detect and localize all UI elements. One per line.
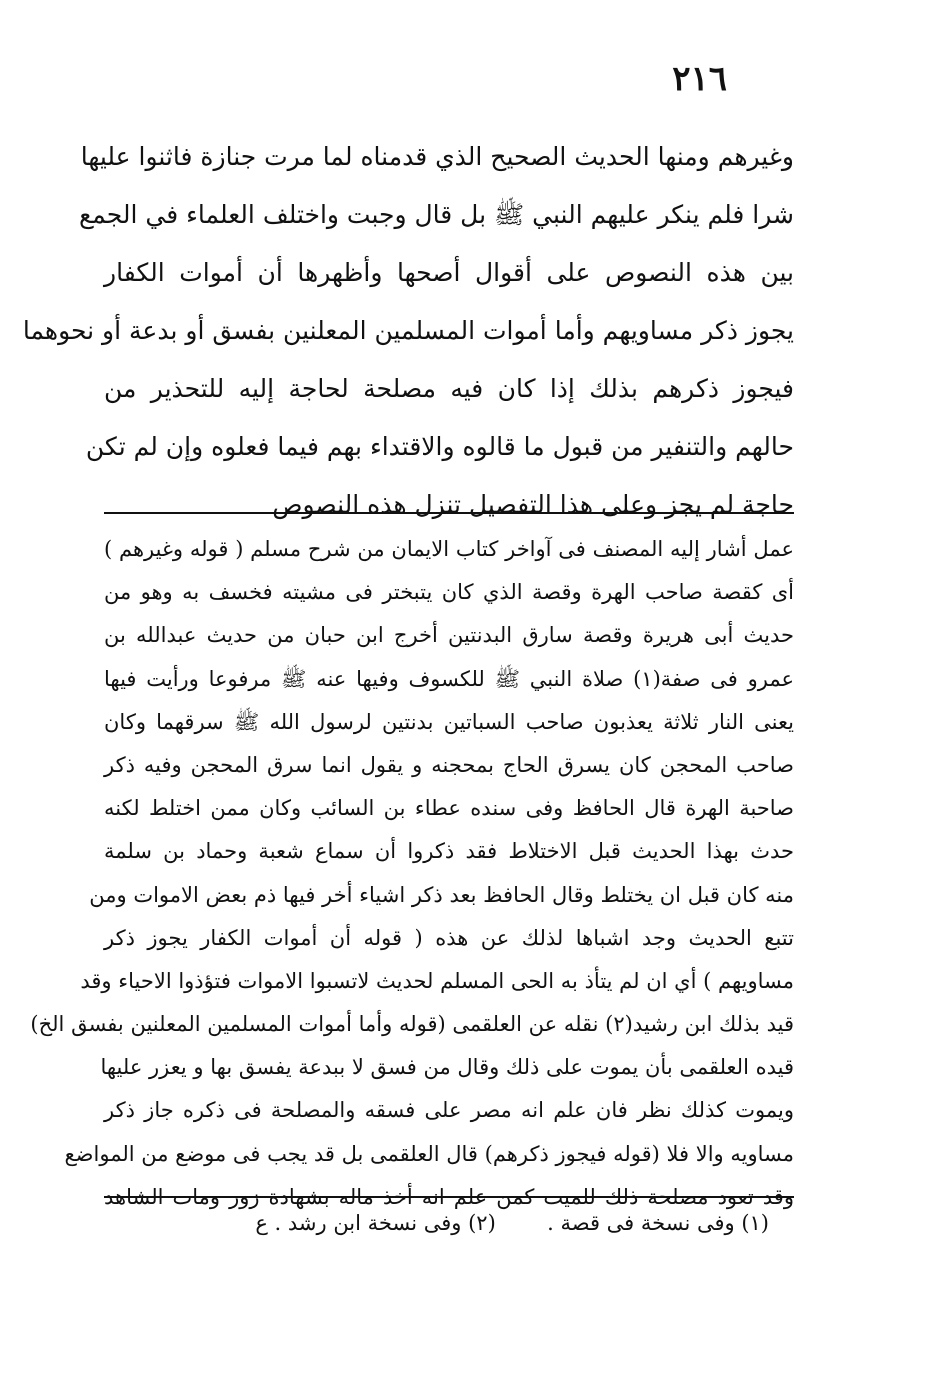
commentary-line: وقد تعود مصلحة ذلك للميت كمن علم انه أخذ ماله بشهادة زور ومات الشاهد [104, 1184, 794, 1209]
main-text-line: بين هذه النصوص على أقوال أصحها وأظهرها أن أموات الكفار [104, 258, 794, 287]
commentary-line: حدث بهذا الحديث قبل الاختلاط فقد ذكروا أن سماع شعبة وحماد بن سلمة [104, 839, 794, 864]
commentary-block [30, 528, 794, 1219]
commentary-line: تتبع الحديث وجد اشباها لذلك عن هذه ( قوله أن أموات الكفار يجوز ذكر [104, 925, 794, 950]
commentary-line: أى كقصة صاحب الهرة وقصة الذي كان يتبختر فى مشيته فخسف به وهو من [104, 580, 794, 605]
commentary-line: مساويهم ) أي ان لم يتأذ به الحى المسلم لحديث لاتسبوا الاموات فتؤذوا الاحياء وقد [80, 968, 794, 993]
main-text-line: وغيرهم ومنها الحديث الصحيح الذي قدمناه لما مرت جنازة فاثنوا عليها [80, 142, 794, 171]
text-divider-bottom [104, 1196, 794, 1198]
commentary-line: منه كان قبل ان يختلط وقال الحافظ بعد ذكر اشياء أخر فيها ذم بعض الاموات ومن [89, 882, 794, 907]
commentary-line: حديث أبى هريرة وقصة سارق البدنتين أخرج ابن حبان من حديث عبدالله بن [104, 623, 794, 648]
commentary-line: قيد بذلك ابن رشيد(٢) نقله عن العلقمى (قوله وأما أموات المسلمين المعلنين بفسق الخ) [30, 1012, 794, 1037]
footnote-1: (١) وفى نسخة فى قصة . [547, 1211, 769, 1235]
commentary-line: قيده العلقمى بأن يموت على ذلك وقال من فسق لا ببدعة يفسق بها و يعزر عليها [100, 1055, 794, 1080]
main-text-line: حالهم والتنفير من قبول ما قالوه والاقتداء بهم فيما فعلوه وإن لم تكن [85, 432, 794, 461]
commentary-line: يعنى النار ثلاثة يعذبون صاحب السباتين بدنتين لرسول الله ﷺ سرقهما وكان [104, 709, 794, 734]
footnote-2: (٢) وفى نسخة ابن رشد . ع [255, 1211, 496, 1235]
main-text-line: فيجوز ذكرهم بذلك إذا كان فيه مصلحة لحاجة إليه للتحذير من [104, 374, 794, 403]
commentary-line: صاحب المحجن كان يسرق الحاج بمحجنه و يقول انما سرق المحجن وفيه ذكر [104, 752, 794, 777]
footnotes [255, 1206, 769, 1240]
text-divider-top [104, 512, 794, 514]
commentary-line: عمل أشار إليه المصنف فى آواخر كتاب الايمان من شرح مسلم ( قوله وغيرهم ) [104, 537, 794, 561]
main-text-line: حاجة لم يجز وعلى هذا التفصيل تنزل هذه النصوص [272, 490, 794, 519]
main-text-line: شرا فلم ينكر عليهم النبي ﷺ بل قال وجبت واختلف العلماء في الجمع [79, 200, 794, 229]
commentary-line: عمرو فى صفة(١) صلاة النبي ﷺ للكسوف وفيها عنه ﷺ مرفوعا ورأيت فيها [104, 666, 794, 691]
commentary-line: مساويه والا فلا (قوله فيجوز ذكرهم) قال العلقمى بل قد يجب فى موضع من المواضع [64, 1141, 794, 1166]
main-text-block [22, 128, 794, 534]
page-number: ٢١٦ [672, 59, 727, 99]
commentary-line: ويموت كذلك نظر فان علم انه مصر على فسقه والمصلحة فى ذكره جاز ذكر [104, 1098, 794, 1123]
main-text-line: يجوز ذكر مساويهم وأما أموات المسلمين المعلنين بفسق أو بدعة أو نحوهما [22, 316, 794, 345]
commentary-line: صاحبة الهرة قال الحافظ وفى سنده عطاء بن السائب وكان ممن اختلط لكنه [104, 796, 794, 821]
